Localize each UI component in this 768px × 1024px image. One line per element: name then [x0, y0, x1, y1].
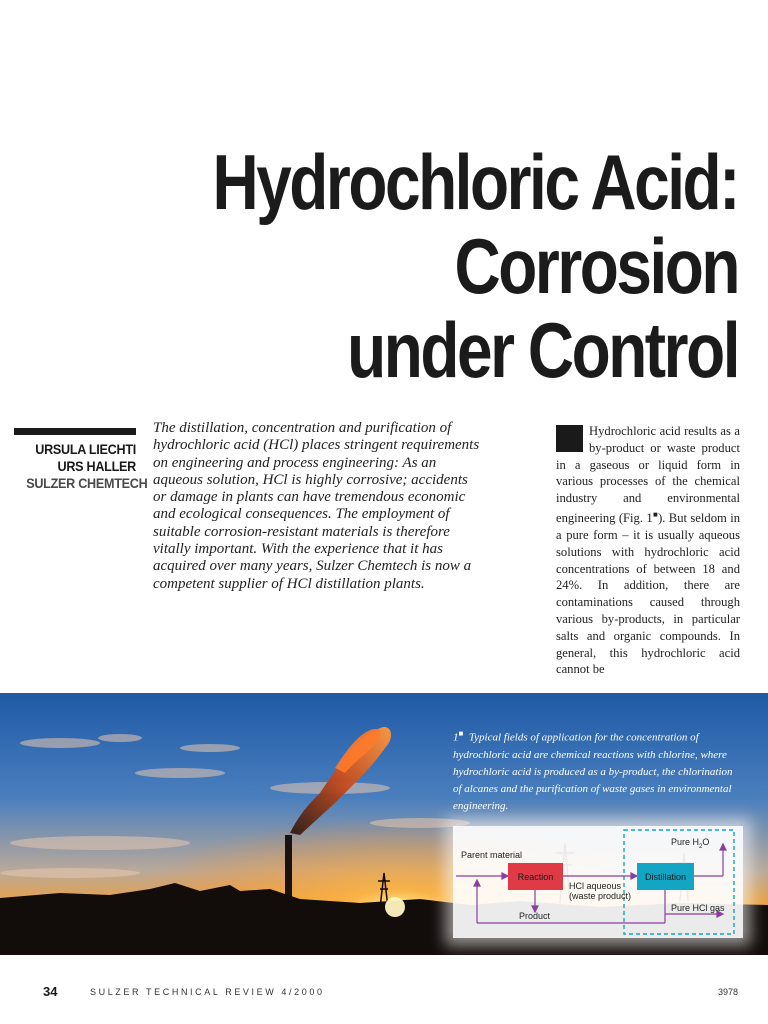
article-title: [164, 140, 738, 392]
pure-h2o-label: [671, 837, 709, 852]
figure-caption-text: Typical fields of application for the concentration of hydrochloric acid are chemical reactions with chlorine, where hydrochloric acid is produced as a by-product, the chlorination of alcanes and the purification of waste gases in environmental engineering.: [453, 731, 733, 812]
hcl-aqueous-label: HCl aqueous: [569, 881, 622, 891]
waste-product-label: (waste product): [569, 891, 632, 901]
drop-cap-square: [556, 425, 583, 452]
title-line-2: Corrosion: [454, 222, 738, 310]
product-label: Product: [519, 911, 551, 921]
author-block: [14, 428, 148, 492]
reaction-box: Reaction: [508, 863, 563, 890]
pure-h2o-subscript: 2: [699, 843, 703, 850]
pure-h2o-prefix: Pure H: [671, 837, 700, 847]
pure-hcl-gas-label: Pure HCl gas: [671, 903, 725, 913]
figure-number: 1: [453, 731, 459, 744]
title-line-3: under Control: [347, 306, 738, 394]
author-name: URSULA LIECHTI: [35, 441, 137, 457]
author-name: URS HALLER: [57, 458, 136, 474]
figure-marker: ■: [652, 509, 659, 519]
body-text-part-1: Hydrochloric acid results as a by-product or waste product in a gaseous or liquid form in various processes of the chemical industry and environmental engineering (Fig. 1: [556, 424, 740, 526]
journal-name: SULZER TECHNICAL REVIEW 4/2000: [90, 987, 325, 997]
body-text-part-2: ). But seldom in a pure form – it is usually aqueous solutions with hydrochloric acid concentrations of between 18 and 24%. In addition, there are contaminations caused through various by-products, in particular salts and organic compounds. In general, this hydrochloric acid cannot be: [556, 511, 740, 677]
body-text: [556, 423, 740, 678]
figure-marker: ■: [458, 729, 464, 738]
pure-h2o-suffix: O: [702, 837, 710, 847]
author-company: SULZER CHEMTECH: [26, 475, 148, 491]
article-code: 3978: [717, 987, 738, 997]
parent-material-label: Parent material: [461, 850, 523, 860]
distillation-box: Distillation: [637, 863, 694, 890]
page-footer: [0, 984, 768, 1004]
page-number: 34: [43, 984, 58, 999]
figure-caption: [453, 725, 743, 815]
abstract: The distillation, concentration and purification of hydrochloric acid (HCl) places stringent requirements on engineering and process engineering: As an aqueous solution, HCl is highly corrosive; accidents or damage in plants can have tremendous economic and ecological consequences. The employment of suitable corrosion-resistant materials is therefore vitally important. With the experience that it has acquired over many years, Sulzer Chemtech is now a competent supplier of HCl distillation plants.: [153, 420, 480, 592]
process-flow-diagram: [453, 826, 743, 938]
title-line-1: Hydrochloric Acid:: [212, 138, 738, 226]
